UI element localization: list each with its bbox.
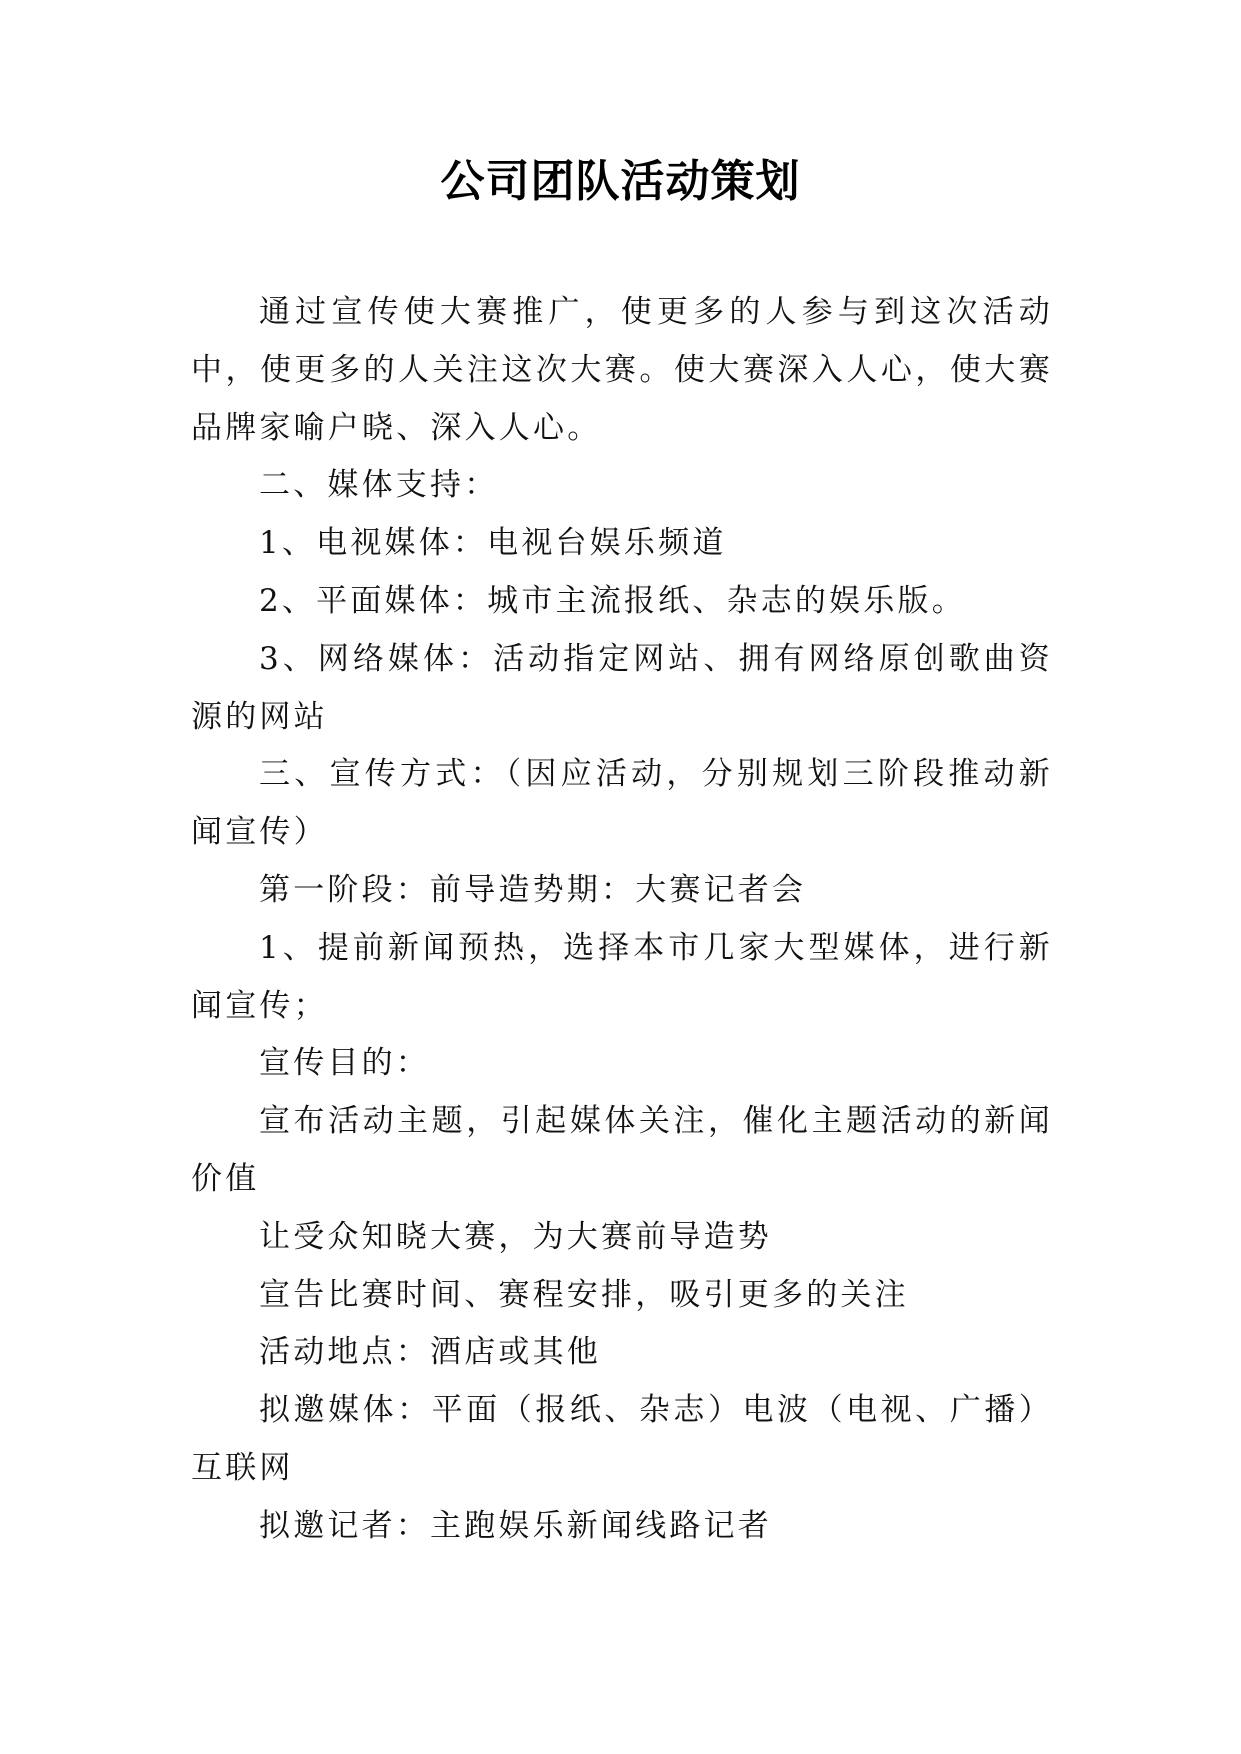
list-item-tv-media: 1、电视媒体：电视台娱乐频道 bbox=[259, 525, 727, 562]
document-body bbox=[191, 284, 1053, 1556]
paragraph-audience-awareness: 让受众知晓大赛，为大赛前导造势 bbox=[259, 1218, 772, 1255]
document-title: 公司团队活动策划 bbox=[440, 156, 801, 207]
paragraph-invited-media: 拟邀媒体：平面（报纸、杂志）电波（电视、广播）互联网 bbox=[191, 1392, 1053, 1486]
heading-promotion-methods: 三、宣传方式：（因应活动，分别规划三阶段推动新闻宣传） bbox=[191, 756, 1053, 851]
heading-stage-one: 第一阶段：前导造势期：大赛记者会 bbox=[259, 871, 807, 908]
paragraph-invited-reporters: 拟邀记者：主跑娱乐新闻线路记者 bbox=[259, 1507, 772, 1544]
list-item-print-media: 2、平面媒体：城市主流报纸、杂志的娱乐版。 bbox=[259, 582, 966, 619]
paragraph-schedule-announcement: 宣告比赛时间、赛程安排，吸引更多的关注 bbox=[259, 1276, 909, 1313]
paragraph-venue: 活动地点：酒店或其他 bbox=[259, 1334, 601, 1371]
paragraph-intro: 通过宣传使大赛推广，使更多的人参与到这次活动中，使更多的人关注这次大赛。使大赛深入人心，使大赛品牌家喻户晓、深入人心。 bbox=[191, 294, 1053, 446]
paragraph-announce-theme: 宣布活动主题，引起媒体关注，催化主题活动的新闻价值 bbox=[191, 1103, 1053, 1197]
heading-media-support: 二、媒体支持： bbox=[259, 467, 499, 504]
heading-promotion-purpose: 宣传目的： bbox=[259, 1045, 430, 1082]
list-item-news-preheat: 1、提前新闻预热，选择本市几家大型媒体，进行新闻宣传； bbox=[191, 929, 1053, 1024]
list-item-online-media: 3、网络媒体：活动指定网站、拥有网络原创歌曲资源的网站 bbox=[191, 640, 1053, 735]
